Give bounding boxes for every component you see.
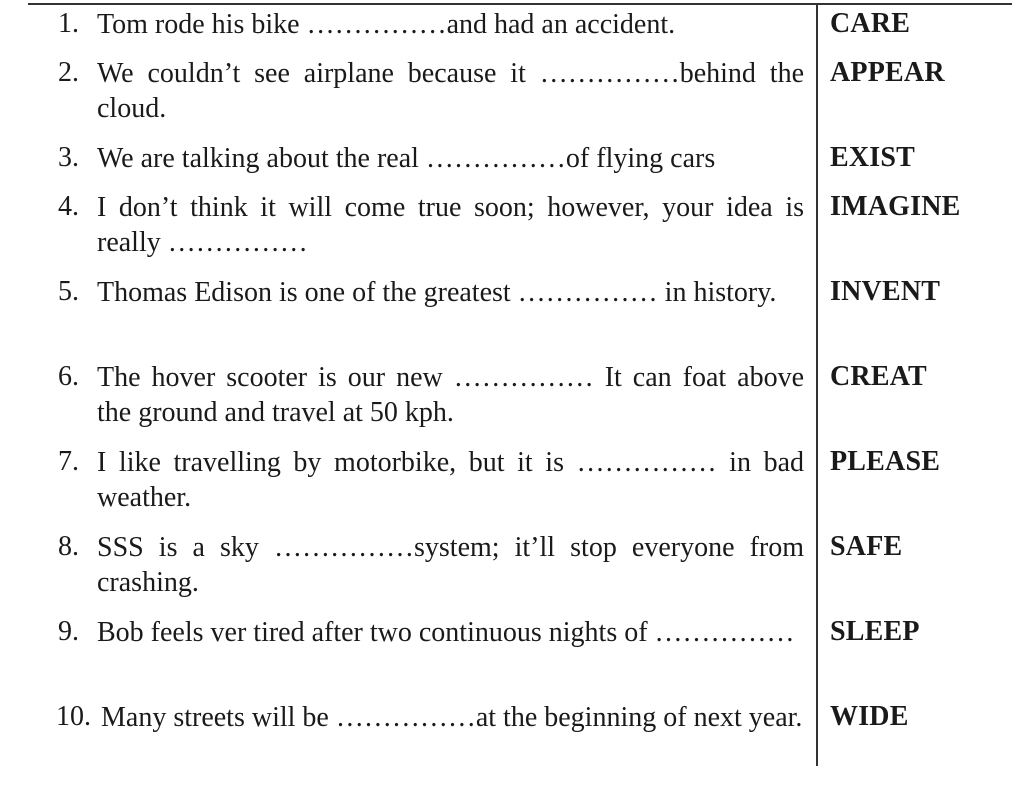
sentence-text: Many streets will be ……………at the beginning of next year. [101, 702, 803, 733]
sentence-text: We are talking about the real ……………of flying cars [97, 143, 716, 174]
item-number: 6. [58, 361, 79, 392]
item-number: 8. [58, 531, 79, 562]
item-number: 9. [58, 616, 79, 647]
sentence-text: We couldn’t see airplane because it ……………behind the cloud. [97, 58, 804, 124]
table-top-border [28, 3, 1012, 5]
item-number: 4. [58, 191, 79, 222]
word-form-keyword: SAFE [830, 531, 903, 562]
item-number: 3. [58, 142, 79, 173]
word-form-keyword: CREAT [830, 361, 927, 392]
word-form-keyword: IMAGINE [830, 191, 961, 222]
sentence-text: Bob feels ver tired after two continuous nights of …………… [97, 617, 795, 648]
word-form-keyword: CARE [830, 8, 911, 39]
sentence-text: SSS is a sky ……………system; it’ll stop everyone from crashing. [97, 532, 804, 598]
sentence-text: Tom rode his bike ……………and had an accident. [97, 9, 676, 40]
item-number: 1. [58, 8, 79, 39]
item-number: 5. [58, 276, 79, 307]
word-form-keyword: PLEASE [830, 446, 941, 477]
word-form-keyword: SLEEP [830, 616, 920, 647]
sentence-text: Thomas Edison is one of the greatest …………… in history. [97, 277, 777, 308]
word-form-keyword: INVENT [830, 276, 941, 307]
word-form-keyword: WIDE [830, 701, 909, 732]
item-number: 7. [58, 446, 79, 477]
word-form-keyword: EXIST [830, 142, 916, 173]
sentence-text: The hover scooter is our new …………… It can foat above the ground and travel at 50 kph. [97, 362, 804, 428]
sentence-text: I don’t think it will come true soon; however, your idea is really …………… [97, 192, 804, 258]
word-form-keyword: APPEAR [830, 57, 945, 88]
column-divider [816, 4, 818, 766]
sentence-text: I like travelling by motorbike, but it is …………… in bad weather. [97, 447, 804, 513]
item-number: 2. [58, 57, 79, 88]
item-number: 10. [56, 701, 91, 732]
